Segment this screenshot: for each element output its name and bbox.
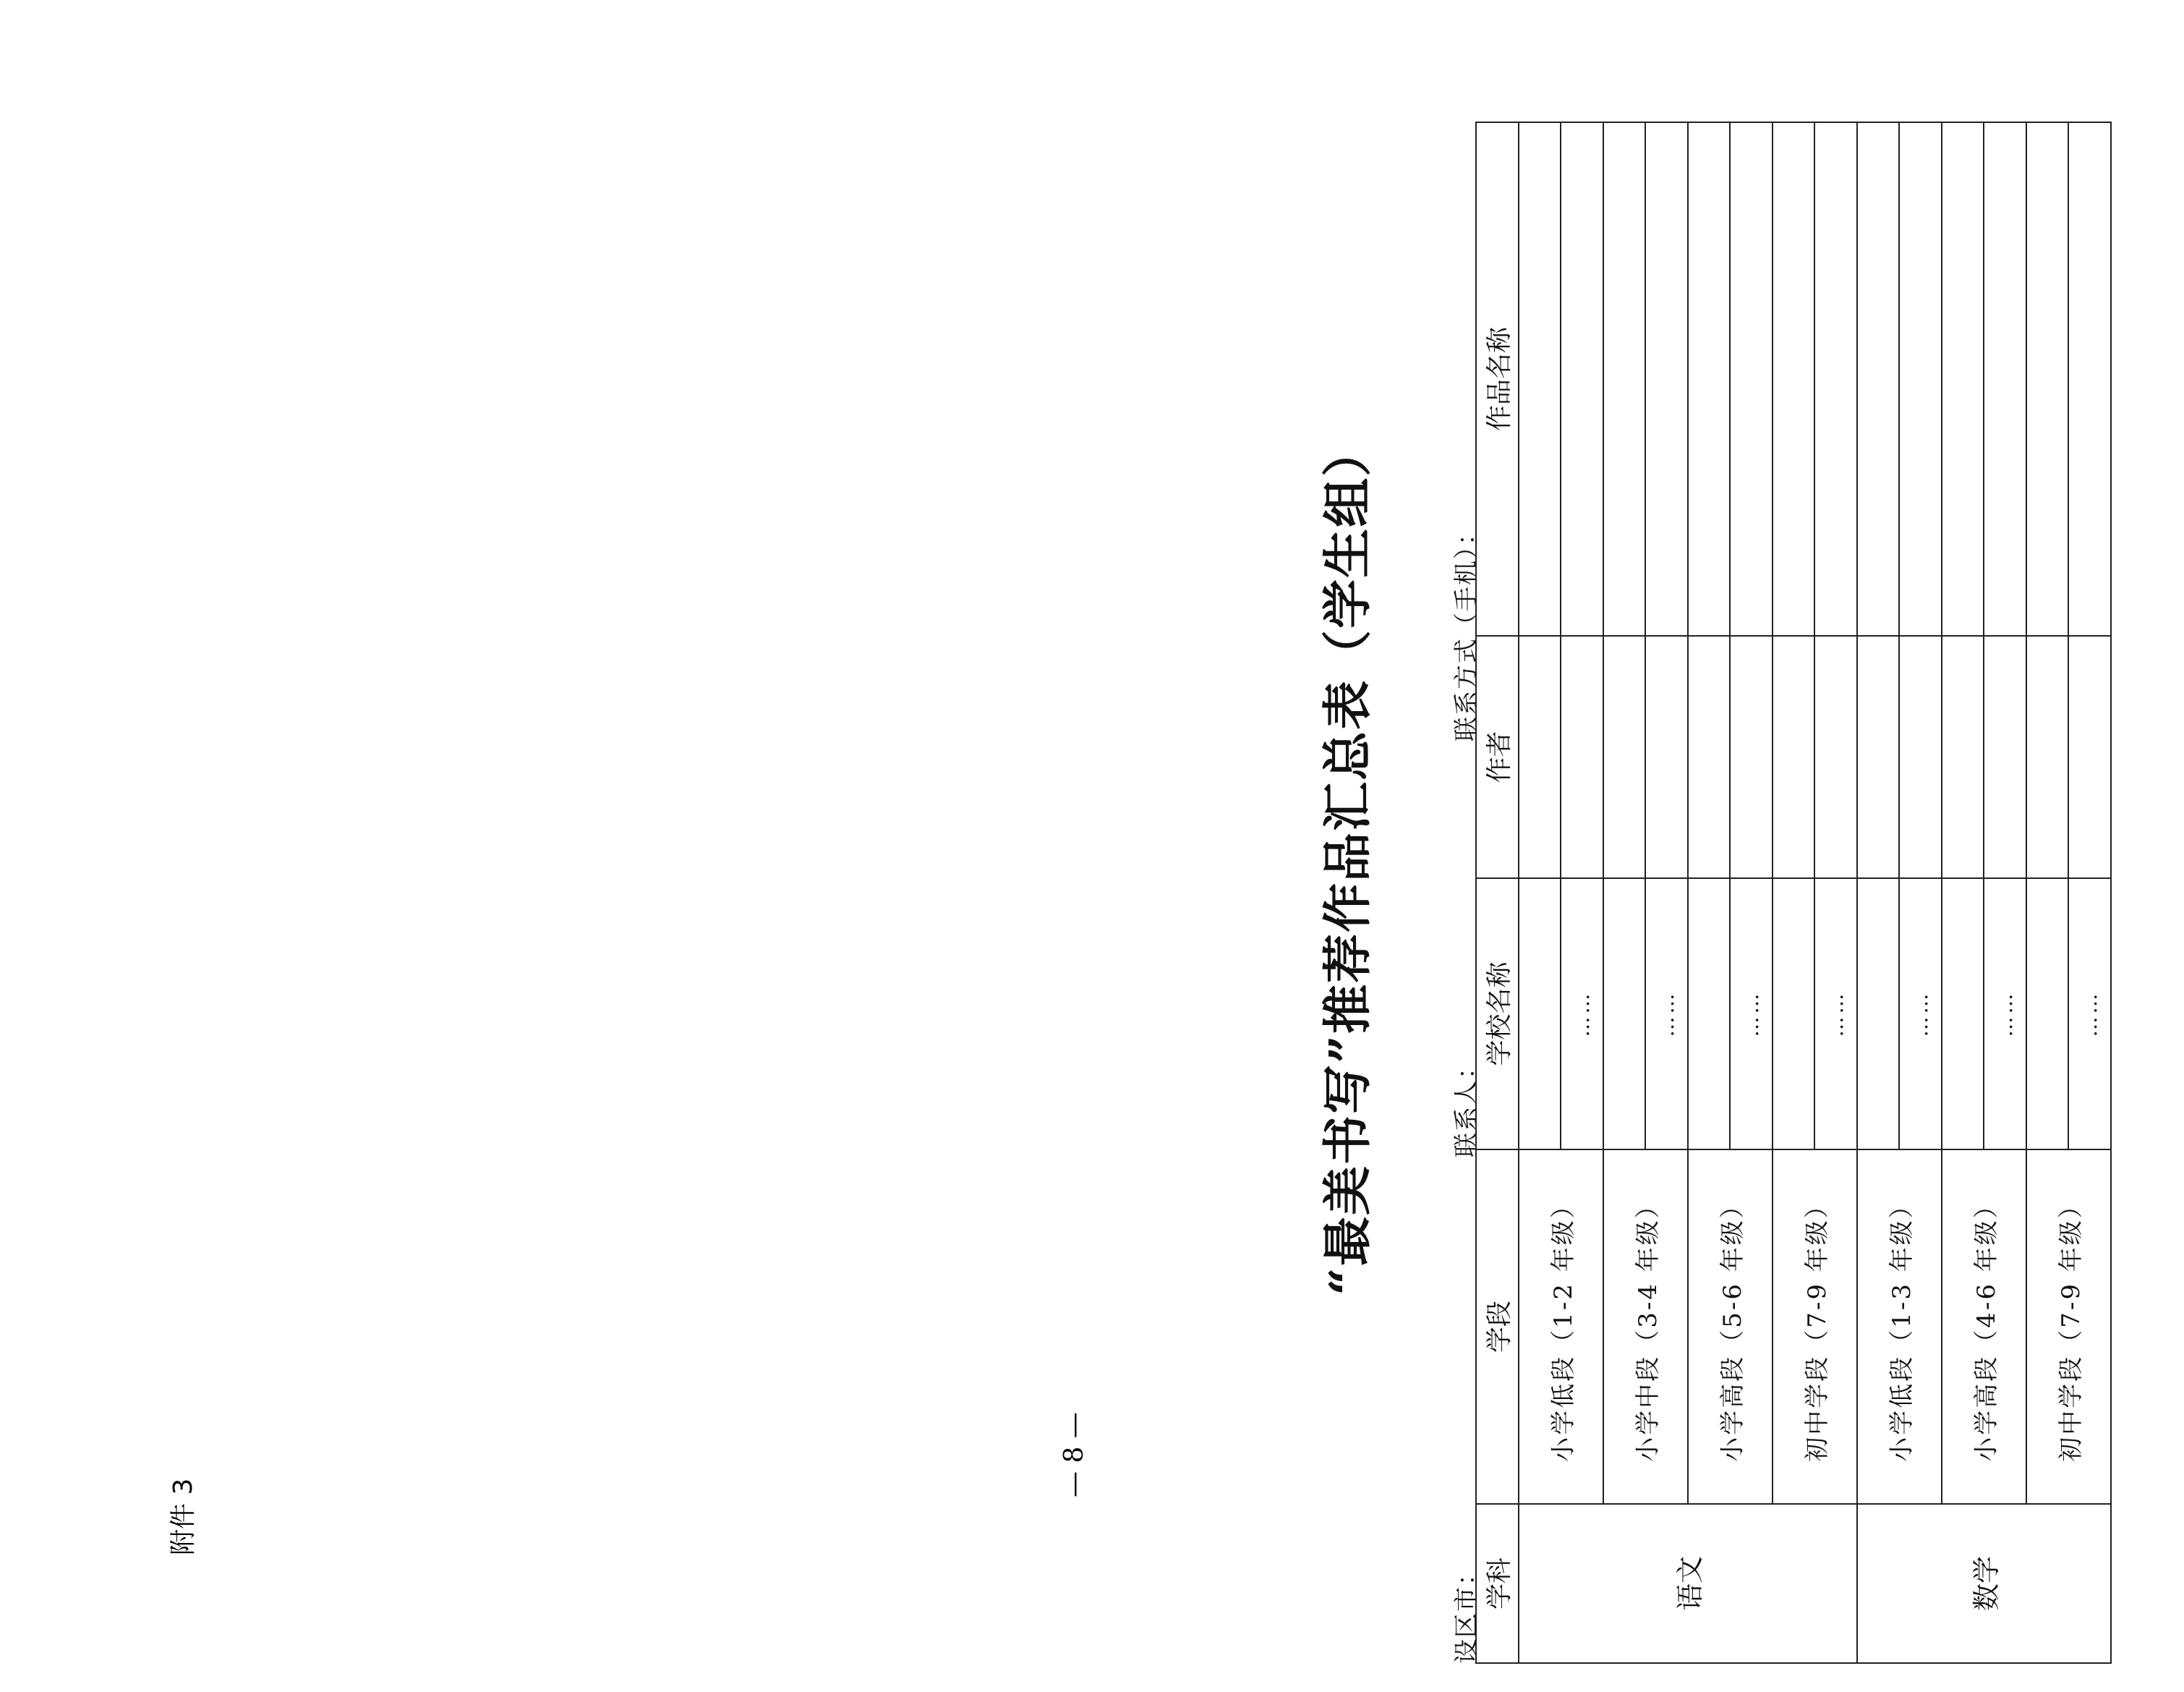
stage-cell: 初中学段（7-9 年级） — [1773, 1149, 1857, 1504]
school-ellipsis-cell: …… — [1730, 878, 1773, 1149]
subject-cell: 语文 — [1519, 1504, 1857, 1663]
author-cell[interactable] — [1645, 636, 1688, 878]
author-cell[interactable] — [1984, 636, 2026, 878]
work-title-cell[interactable] — [1984, 122, 2026, 636]
author-cell[interactable] — [1942, 636, 1984, 878]
header-subject: 学科 — [1476, 1504, 1519, 1663]
author-cell[interactable] — [1603, 636, 1646, 878]
work-title-cell[interactable] — [1942, 122, 1984, 636]
school-cell[interactable] — [1773, 878, 1815, 1149]
city-field-label: 设区市： — [1452, 1560, 1481, 1664]
summary-table — [1475, 122, 2112, 1664]
work-title-cell[interactable] — [1603, 122, 1646, 636]
work-title-cell[interactable] — [1773, 122, 1815, 636]
school-ellipsis-cell: …… — [1984, 878, 2026, 1149]
author-cell[interactable] — [1814, 636, 1857, 878]
author-cell[interactable] — [1899, 636, 1942, 878]
stage-cell: 小学中段（3-4 年级） — [1603, 1149, 1688, 1504]
author-cell[interactable] — [2068, 636, 2111, 878]
author-cell[interactable] — [1857, 636, 1900, 878]
school-ellipsis-cell: …… — [2068, 878, 2111, 1149]
school-ellipsis-cell: …… — [1814, 878, 1857, 1149]
subject-cell: 数学 — [1857, 1504, 2111, 1663]
page-number: — 8 — — [1059, 1412, 1089, 1497]
school-ellipsis-cell: …… — [1561, 878, 1603, 1149]
stage-cell: 初中学段（7-9 年级） — [2026, 1149, 2111, 1504]
table-row — [1519, 122, 1561, 1663]
author-cell[interactable] — [2026, 636, 2069, 878]
document-title: “最美书写”推荐作品汇总表（学生组） — [1319, 425, 1377, 1296]
header-author: 作者 — [1476, 636, 1519, 878]
work-title-cell[interactable] — [1899, 122, 1942, 636]
attachment-label: 附件 3 — [169, 1478, 198, 1555]
table-row — [1688, 122, 1731, 1663]
summary-sheet — [1114, 58, 2184, 1664]
stage-cell: 小学低段（1-2 年级） — [1519, 1149, 1603, 1504]
work-title-cell[interactable] — [2068, 122, 2111, 636]
author-cell[interactable] — [1730, 636, 1773, 878]
header-school: 学校名称 — [1476, 878, 1519, 1149]
stage-cell: 小学低段（1-3 年级） — [1857, 1149, 1942, 1504]
school-cell[interactable] — [1942, 878, 1984, 1149]
header-work-title: 作品名称 — [1476, 122, 1519, 636]
header-stage: 学段 — [1476, 1149, 1519, 1504]
work-title-cell[interactable] — [1645, 122, 1688, 636]
school-cell[interactable] — [1688, 878, 1731, 1149]
author-cell[interactable] — [1688, 636, 1731, 878]
stage-cell: 小学高段（5-6 年级） — [1688, 1149, 1773, 1504]
work-title-cell[interactable] — [1561, 122, 1603, 636]
table-row — [1942, 122, 1984, 1663]
school-cell[interactable] — [1603, 878, 1646, 1149]
contact-phone-label: 联系方式（手机）： — [1452, 519, 1481, 741]
contact-person-label: 联系人： — [1452, 1053, 1481, 1157]
school-ellipsis-cell: …… — [1645, 878, 1688, 1149]
work-title-cell[interactable] — [1730, 122, 1773, 636]
work-title-cell[interactable] — [1814, 122, 1857, 636]
work-title-cell[interactable] — [1688, 122, 1731, 636]
work-title-cell[interactable] — [1519, 122, 1561, 636]
summary-table-wrap — [1475, 122, 2112, 1664]
table-row — [1603, 122, 1646, 1663]
school-cell[interactable] — [1519, 878, 1561, 1149]
table-row — [1773, 122, 1815, 1663]
author-cell[interactable] — [1773, 636, 1815, 878]
school-cell[interactable] — [1857, 878, 1900, 1149]
table-header-row — [1476, 122, 1519, 1663]
author-cell[interactable] — [1561, 636, 1603, 878]
school-ellipsis-cell: …… — [1899, 878, 1942, 1149]
work-title-cell[interactable] — [1857, 122, 1900, 636]
author-cell[interactable] — [1519, 636, 1561, 878]
table-row — [2026, 122, 2069, 1663]
table-row — [1857, 122, 1900, 1663]
work-title-cell[interactable] — [2026, 122, 2069, 636]
stage-cell: 小学高段（4-6 年级） — [1942, 1149, 2026, 1504]
school-cell[interactable] — [2026, 878, 2069, 1149]
